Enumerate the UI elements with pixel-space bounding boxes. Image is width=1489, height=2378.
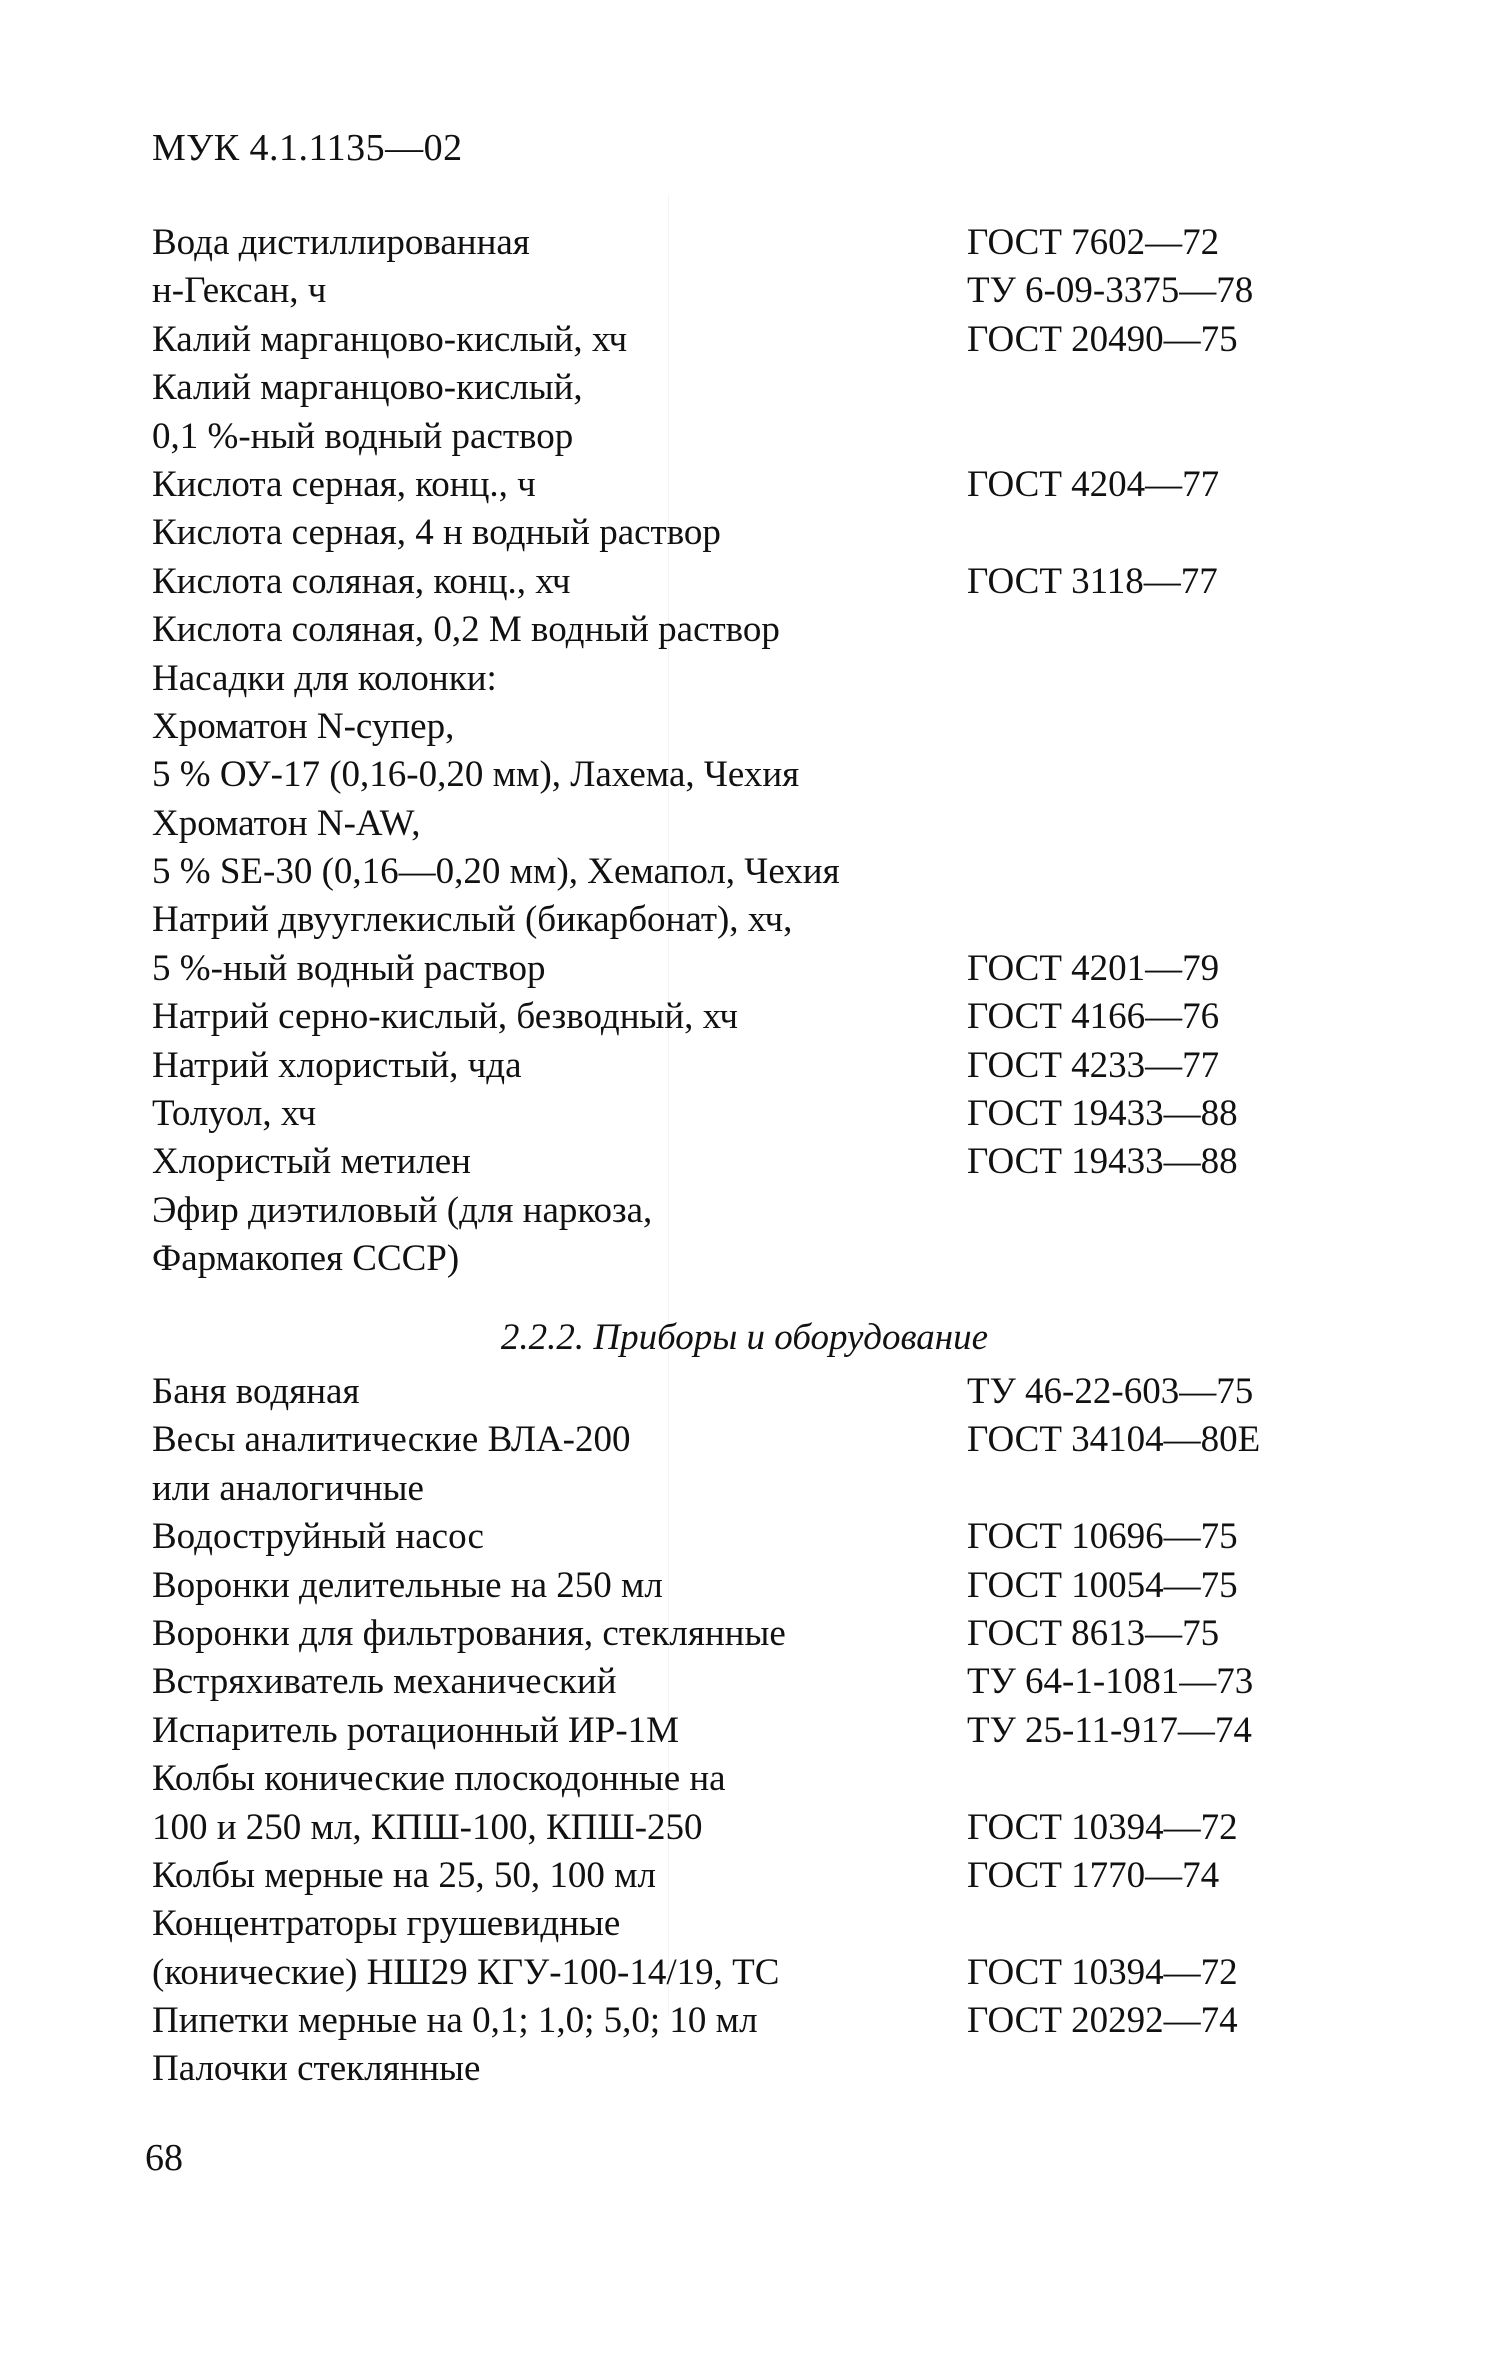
item-name: Натрий двууглекислый (бикарбонат), хч, [152,899,793,941]
item-name: Водоструйный насос [152,1516,484,1558]
item-name: Концентраторы грушевидные [152,1903,621,1945]
item-name: Хроматон N-супер, [152,705,455,747]
item-standard: ГОСТ 34104—80Е [967,1419,1261,1461]
item-name: Насадки для колонки: [152,657,497,699]
item-standard: ТУ 25-11-917—74 [967,1709,1252,1751]
item-standard: ГОСТ 3118—77 [967,560,1218,602]
list-item [152,1658,1352,1706]
list-item [152,1707,1352,1755]
list-item [152,751,1352,799]
item-name: (конические) НШ29 КГУ-100-14/19, ТС [152,1951,780,1993]
item-standard: ГОСТ 19433—88 [967,1093,1238,1135]
list-item [152,1949,1352,1997]
item-standard: ГОСТ 10394—72 [967,1951,1238,1993]
list-item [152,1755,1352,1803]
list-item [152,316,1352,364]
list-item [152,413,1352,461]
item-name: Воронки делительные на 250 мл [152,1564,663,1606]
item-standard: ГОСТ 4166—76 [967,996,1220,1038]
item-standard: ГОСТ 20490—75 [967,318,1238,360]
list-item [152,655,1352,703]
item-standard: ГОСТ 10054—75 [967,1564,1238,1606]
list-item [152,267,1352,315]
list-item [152,1804,1352,1852]
item-name: Натрий хлористый, чда [152,1044,522,1086]
list-item [152,1416,1352,1464]
item-standard: ГОСТ 10696—75 [967,1516,1238,1558]
list-item [152,461,1352,509]
section-title: 2.2.2. Приборы и оборудование [500,1317,989,1358]
item-name: Калий марганцово-кислый, [152,367,583,409]
item-name: Пипетки мерные на 0,1; 1,0; 5,0; 10 мл [152,2000,758,2042]
item-name: 5 % SE-30 (0,16—0,20 мм), Хемапол, Чехия [152,851,840,893]
item-standard: ТУ 6-09-3375—78 [967,270,1254,312]
item-name: 5 %-ный водный раствор [152,947,546,989]
list-item [152,364,1352,412]
item-name: н-Гексан, ч [152,270,327,312]
item-name: Фармакопея СССР) [152,1238,460,1280]
list-item [152,1562,1352,1610]
item-name: Воронки для фильтрования, стеклянные [152,1612,786,1654]
item-name: или аналогичные [152,1467,424,1509]
list-item [152,1090,1352,1138]
list-item [152,1900,1352,1948]
item-name: Натрий серно-кислый, безводный, хч [152,996,738,1038]
list-item [152,1138,1352,1186]
item-name: Весы аналитические ВЛА-200 [152,1419,631,1461]
page-number: 68 [145,2137,183,2179]
item-name: 100 и 250 мл, КПШ-100, КПШ-250 [152,1806,703,1848]
list-item [152,800,1352,848]
item-standard: ГОСТ 19433—88 [967,1141,1238,1183]
item-standard: ГОСТ 7602—72 [967,222,1220,263]
list-item [152,1465,1352,1513]
item-standard: ГОСТ 10394—72 [967,1806,1238,1848]
item-standard: ГОСТ 1770—74 [967,1854,1220,1896]
list-item [152,945,1352,993]
list-item [152,1042,1352,1090]
list-item [152,1187,1352,1235]
list-item [152,993,1352,1041]
list-item [152,1235,1352,1283]
item-name: Толуол, хч [152,1093,317,1135]
item-name: Кислота серная, 4 н водный раствор [152,512,721,554]
list-item [152,1513,1352,1561]
list-item [152,703,1352,751]
item-name: Палочки стеклянные [152,2048,481,2090]
item-name: Кислота соляная, 0,2 М водный раствор [152,609,780,651]
item-name: Кислота серная, конц., ч [152,463,536,505]
item-name: Колбы конические плоскодонные на [152,1758,726,1800]
item-name: Хроматон N-AW, [152,802,421,844]
list-item [152,606,1352,654]
item-standard: ГОСТ 8613—75 [967,1612,1220,1654]
list-item [152,1610,1352,1658]
list-item [152,509,1352,557]
item-name: 5 % ОУ-17 (0,16-0,20 мм), Лахема, Чехия [152,754,800,796]
list-item [152,219,1352,267]
item-standard: ТУ 46-22-603—75 [967,1371,1254,1412]
list-item [152,1852,1352,1900]
item-name: Баня водяная [152,1371,360,1412]
list-item [152,848,1352,896]
item-name: Встряхиватель механический [152,1661,617,1703]
item-standard: ГОСТ 20292—74 [967,2000,1238,2042]
item-standard: ГОСТ 4204—77 [967,463,1220,505]
list-item [152,558,1352,606]
document-header: МУК 4.1.1135—02 [152,127,463,169]
item-name: Эфир диэтиловый (для наркоза, [152,1189,653,1231]
list-item [152,1997,1352,2045]
item-name: Вода дистиллированная [152,222,530,263]
item-standard: ТУ 64-1-1081—73 [967,1661,1254,1703]
reagents-list [152,219,1352,1284]
item-name: Хлористый метилен [152,1141,471,1183]
list-item [152,896,1352,944]
item-name: Колбы мерные на 25, 50, 100 мл [152,1854,657,1896]
item-name: Испаритель ротационный ИР-1М [152,1709,680,1751]
equipment-list [152,1368,1352,2094]
item-name: Калий марганцово-кислый, хч [152,318,628,360]
item-standard: ГОСТ 4201—79 [967,947,1220,989]
list-item [152,2045,1352,2093]
item-name: Кислота соляная, конц., хч [152,560,571,602]
item-standard: ГОСТ 4233—77 [967,1044,1220,1086]
item-name: 0,1 %-ный водный раствор [152,415,574,457]
list-item [152,1368,1352,1416]
